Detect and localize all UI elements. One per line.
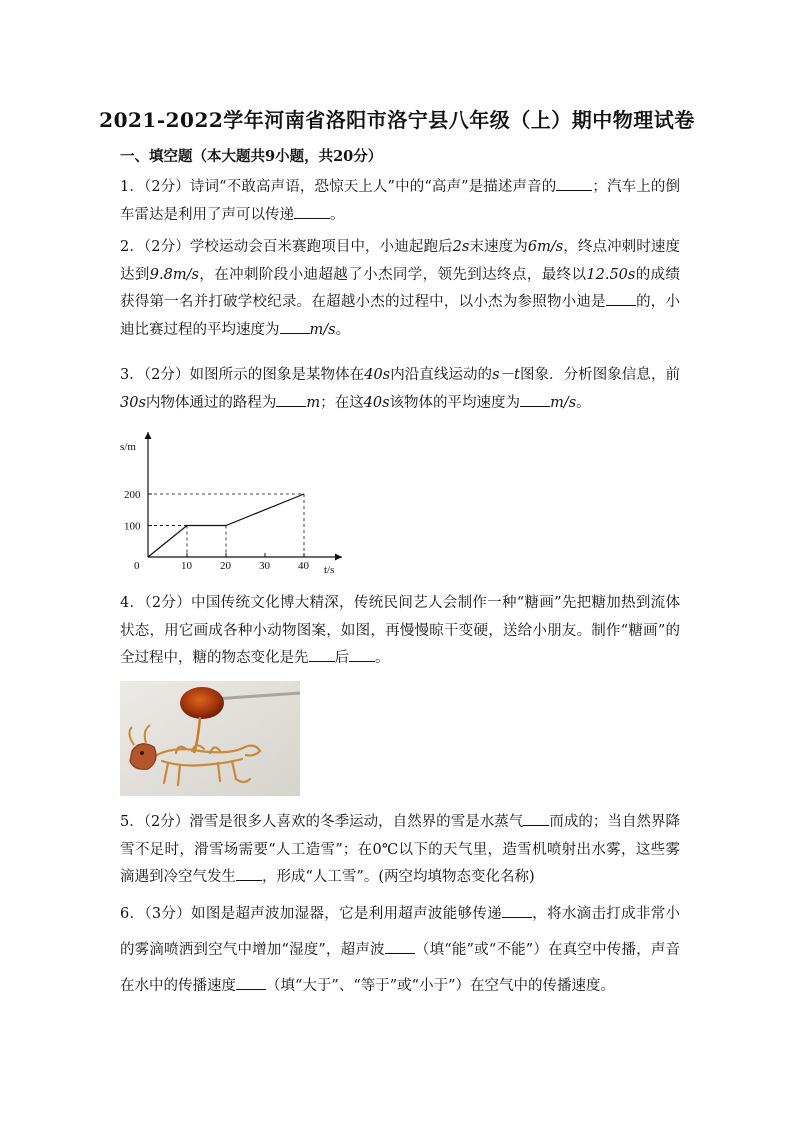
question-4: 4．（2分）中国传统文化博大精深，传统民间艺人会制作一种“糖画”先把糖加热到流体状态，用它画成各种小动物图案，如图，再慢慢晾干变硬，送给小朋友。制作“糖画”的全过程中，糖的物态变化是先 后 。 (120, 595, 680, 666)
answer-blank[interactable] (349, 647, 375, 663)
origin-label: 0 (134, 560, 140, 572)
answer-blank[interactable] (280, 318, 310, 334)
page-title: 2021-2022学年河南省洛阳市洛宁县八年级（上）期中物理试卷 (99, 108, 695, 132)
answer-blank[interactable] (556, 176, 592, 192)
sugar-painting-photo (120, 681, 300, 796)
answer-blank[interactable] (309, 647, 335, 663)
question-5: 5．（2分）滑雪是很多人喜欢的冬季运动，自然界的雪是水蒸气 而成的；当自然界降雪不足时，滑雪场需要“人工造雪”；在0℃以下的天气里，造雪机喷射出水雾，这些雾滴遇到冷空气发生 ，形成“人工雪”。(两空均填物态变化名称) (120, 809, 680, 892)
answer-blank[interactable] (236, 975, 266, 991)
question-1: 1．（2分）诗词“不敢高声语，恐惊天上人”中的“高声”是描述声音的 ；汽车上的倒车雷达是利用了声可以传递 。 (120, 174, 680, 229)
series-line (148, 494, 304, 557)
x-tick-label: 10 (181, 560, 192, 572)
section-title: 一、填空题（本大题共9小题，共20分） (120, 148, 383, 165)
x-axis-label: t/s (324, 564, 335, 576)
question-2: 2．（2分）学校运动会百米赛跑项目中，小迪起跑后2s末速度为6m/s，终点冲刺时速度达到9.8m/s，在冲刺阶段小迪超越了小杰同学，领先到达终点，最终以12.50s的成绩获得第一名并打破学校纪录。在超越小杰的过程中，以小杰为参照物小迪是 的，小迪比赛过程的平均速度为 m/s。 (120, 239, 681, 338)
answer-blank[interactable] (520, 391, 550, 407)
answer-blank[interactable] (502, 903, 532, 919)
x-tick-label: 40 (298, 560, 309, 572)
answer-blank[interactable] (606, 291, 636, 307)
answer-blank[interactable] (276, 391, 306, 407)
y-axis-label: s/m (120, 441, 136, 453)
answer-blank[interactable] (385, 939, 415, 955)
x-tick-label: 20 (220, 560, 231, 572)
y-tick-label: 200 (124, 489, 141, 501)
y-tick-label: 100 (124, 520, 141, 533)
answer-blank[interactable] (294, 203, 330, 219)
s-t-graph (118, 428, 335, 578)
answer-blank[interactable] (523, 811, 549, 827)
question-6: 6．（3分）如图是超声波加湿器，它是利用超声波能够传递 ，将水滴击打成非常小的雾滴喷洒到空气中增加“湿度”，超声波 （填“能”或“不能”）在真空中传播，声音在水中的传播速度 （填“大于”、“等于”或“小于”）在空气中的传播速度。 (120, 896, 680, 1004)
x-tick-label: 30 (259, 560, 270, 572)
answer-blank[interactable] (236, 866, 262, 882)
question-3: 3．（2分）如图所示的图象是某物体在40s内沿直线运动的s－t图象．分析图象信息，前30s内物体通过的路程为 m；在这40s该物体的平均速度为 m/s。 (120, 367, 681, 411)
